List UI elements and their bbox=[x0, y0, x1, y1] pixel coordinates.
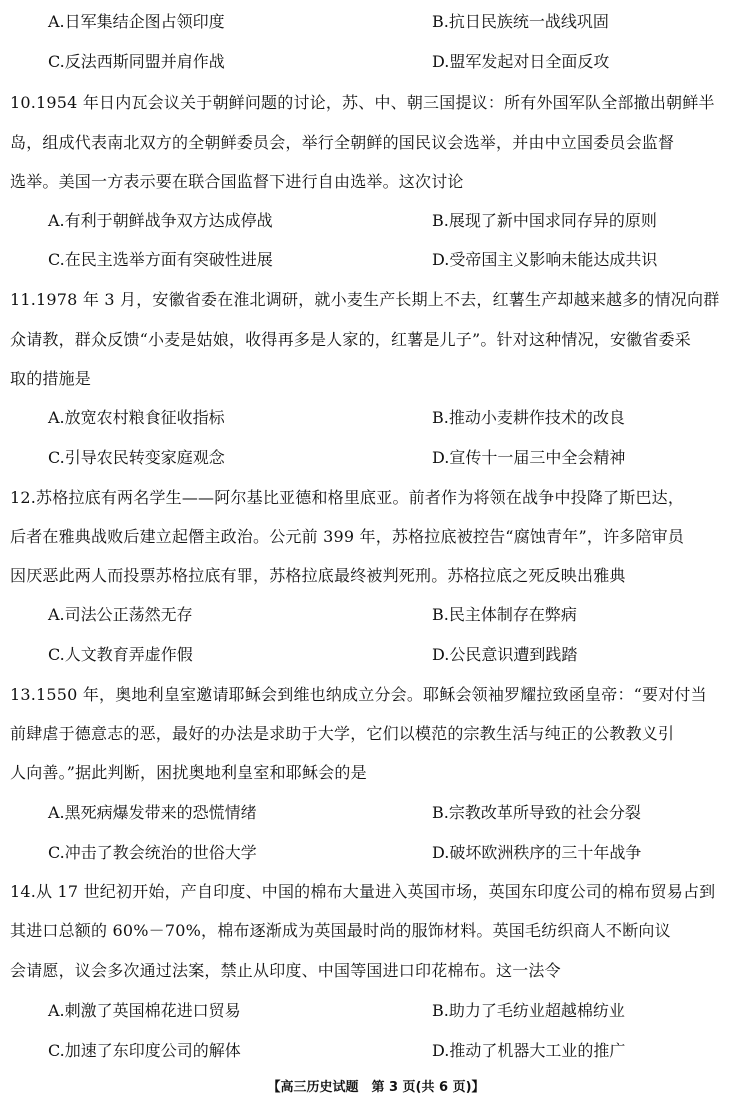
q14-stem-line-1: 14.从 17 世纪初开始，产自印度、中国的棉布大量进入英国市场，英国东印度公司的棉布贸易占到 bbox=[10, 882, 716, 901]
q10-option-b: B.展现了新中国求同存异的原则 bbox=[432, 211, 657, 230]
q11-stem-line-2: 众请教，群众反馈“小麦是姑娘，收得再多是人家的，红薯是儿子”。针对这种情况，安徽省委采 bbox=[10, 330, 691, 349]
q11-stem-line-3: 取的措施是 bbox=[10, 369, 92, 388]
q14-option-d: D.推动了机器大工业的推广 bbox=[432, 1041, 626, 1060]
q11-option-a: A.放宽农村粮食征收指标 bbox=[48, 408, 225, 427]
q12-option-d: D.公民意识遭到践踏 bbox=[432, 645, 578, 664]
q13-option-c: C.冲击了教会统治的世俗大学 bbox=[48, 843, 257, 862]
q13-stem-line-3: 人向善。”据此判断，困扰奥地利皇室和耶稣会的是 bbox=[10, 763, 367, 782]
q11-stem-line-1: 11.1978 年 3 月，安徽省委在淮北调研，就小麦生产长期上不去，红薯生产却越来越多的情况向群 bbox=[10, 290, 720, 309]
q11-option-b: B.推动小麦耕作技术的改良 bbox=[432, 408, 625, 427]
page-footer: 【高三历史试题 第 3 页(共 6 页)】 bbox=[267, 1080, 485, 1095]
q13-stem-line-1: 13.1550 年，奥地利皇室邀请耶稣会到维也纳成立分会。耶稣会领袖罗耀拉致函皇帝：“要对付当 bbox=[10, 685, 707, 704]
q13-option-b: B.宗教改革所导致的社会分裂 bbox=[432, 803, 641, 822]
q9-option-d: D.盟军发起对日全面反攻 bbox=[432, 52, 610, 71]
q12-stem-line-2: 后者在雅典战败后建立起僭主政治。公元前 399 年，苏格拉底被控告“腐蚀青年”，许多陪审员 bbox=[10, 527, 685, 546]
q13-option-a: A.黑死病爆发带来的恐慌情绪 bbox=[48, 803, 257, 822]
q10-stem-line-3: 选举。美国一方表示要在联合国监督下进行自由选举。这次讨论 bbox=[10, 172, 464, 191]
q10-option-a: A.有利于朝鲜战争双方达成停战 bbox=[48, 211, 273, 230]
q10-option-d: D.受帝国主义影响未能达成共识 bbox=[432, 250, 658, 269]
q9-option-c: C.反法西斯同盟并肩作战 bbox=[48, 52, 225, 71]
q10-stem-line-2: 岛，组成代表南北双方的全朝鲜委员会，举行全朝鲜的国民议会选举，并由中立国委员会监督 bbox=[10, 133, 675, 152]
q12-option-a: A.司法公正荡然无存 bbox=[48, 605, 193, 624]
q9-option-b: B.抗日民族统一战线巩固 bbox=[432, 12, 609, 31]
q14-stem-line-2: 其进口总额的 60%－70%，棉布逐渐成为英国最时尚的服饰材料。英国毛纺织商人不断向议 bbox=[10, 921, 671, 940]
q10-option-c: C.在民主选举方面有突破性进展 bbox=[48, 250, 273, 269]
q14-stem-line-3: 会请愿，议会多次通过法案，禁止从印度、中国等国进口印花棉布。这一法令 bbox=[10, 961, 561, 980]
q14-option-c: C.加速了东印度公司的解体 bbox=[48, 1041, 241, 1060]
q12-option-b: B.民主体制存在弊病 bbox=[432, 605, 577, 624]
q12-stem-line-1: 12.苏格拉底有两名学生——阿尔基比亚德和格里底亚。前者作为将领在战争中投降了斯巴达， bbox=[10, 488, 685, 507]
q11-option-c: C.引导农民转变家庭观念 bbox=[48, 448, 225, 467]
q14-option-b: B.助力了毛纺业超越棉纺业 bbox=[432, 1001, 625, 1020]
q11-option-d: D.宣传十一届三中全会精神 bbox=[432, 448, 626, 467]
q13-stem-line-2: 前肆虐于德意志的恶，最好的办法是求助于大学，它们以模范的宗教生活与纯正的公教教义引 bbox=[10, 724, 675, 743]
q10-stem-line-1: 10.1954 年日内瓦会议关于朝鲜问题的讨论，苏、中、朝三国提议：所有外国军队全部撤出朝鲜半 bbox=[10, 93, 715, 112]
q14-option-a: A.刺激了英国棉花进口贸易 bbox=[48, 1001, 241, 1020]
q13-option-d: D.破坏欧洲秩序的三十年战争 bbox=[432, 843, 642, 862]
q9-option-a: A.日军集结企图占领印度 bbox=[48, 12, 225, 31]
q12-stem-line-3: 因厌恶此两人而投票苏格拉底有罪，苏格拉底最终被判死刑。苏格拉底之死反映出雅典 bbox=[10, 566, 626, 585]
q12-option-c: C.人文教育弄虚作假 bbox=[48, 645, 193, 664]
